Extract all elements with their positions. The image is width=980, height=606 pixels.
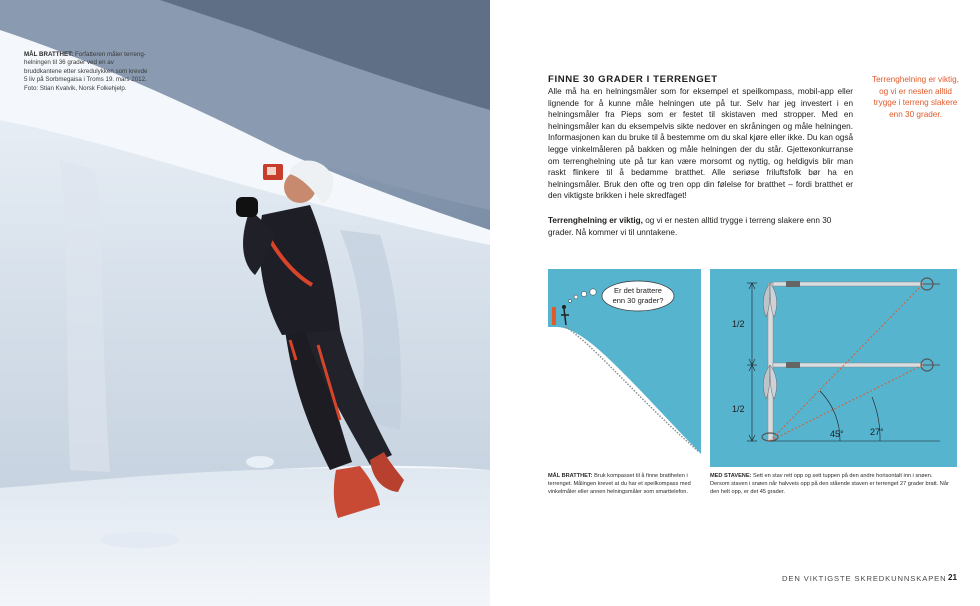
photo-caption-label: MÅL BRATTHET: [24,51,74,58]
bubble-line-2: enn 30 grader? [612,296,664,305]
page-number: 21 [948,573,958,582]
figure-poles [710,269,957,467]
body-paragraph-2-rest: og vi er nesten alltid trygge i terreng slakere enn 30 grader. Nå kommer vi til unntakene. [548,216,832,237]
half-label-top: 1/2 [732,319,745,329]
bubble-line-1: Er det brattere [614,286,662,295]
angle-45-label: 45° [830,429,844,439]
figure-poles-caption-label: MED STAVENE: [710,473,752,479]
figure-compass-drawing [548,269,701,467]
figure-poles-caption [710,473,950,496]
photo-caption-text: Forfatteren måler terreng-helningen til 36 grader ved en av bruddkantene etter skredulykken som krevde 5 liv på Sorbmegaisa i Troms 19. mars 2012. Foto: Stian Kvalvik, Norsk Folkehjelp. [24,51,148,92]
figure-compass-caption-text: Bruk kompasset til å finne brattheten i terrenget. Målingen krevet at du har et speilkompass med vinkelmåler eller annen helningsmåler som smarttelefon. [548,473,691,495]
section-heading: FINNE 30 GRADER I TERRENGET [548,74,718,85]
running-title: DEN VIKTIGSTE SKREDKUNNSKAPEN [782,574,947,583]
figure-poles-caption-text: Sett en stav rett opp og sett tuppen på den andre horisontalt inn i snøen. Dersom staven i snøen når halvveis opp på den stående staven er terrenget 27 grader bratt. Når den helt opp, er det 45 grader. [710,473,949,495]
body-paragraph-2 [548,215,853,238]
photo-caption [24,51,152,93]
figure-poles-drawing [710,269,957,467]
body-paragraph-2-bold: Terrenghelning er viktig, [548,216,643,225]
figure-compass-caption [548,473,703,496]
body-paragraph-1: Alle må ha en helningsmåler som for eksempel et speilkompass, mobil-app eller lignende for å kunne måle helningen ute på tur. Selv har jeg investert i en helningsmåler fra Pieps som er festet til skistaven med stropper. Med en helningsmåler kan du eksempelvis sikte nedover en skråningen og måle helningen. Informasjonen kan du bruke til å bestemme om du skal kjøre eller ikke. Du kan også legge vinkelmåleren på bakken og måle helningen der du står. Gjetteкonkurranse om terrenghelning ute på tur kan være morsomt og nyttig, og heldigvis blir man raskt flinkere til å bedømme bratthet. Alle seriøse friluftsfolk bør ha en helningsmåler. Bruk den ofte og tren opp din følelse for bratthet – fordi bratthet er den viktigste brikken i hele skredfaget! [548,87,853,201]
figure-compass [548,269,701,467]
angle-27-label: 27° [870,427,884,437]
figure-compass-caption-label: MÅL BRATTHET: [548,473,593,479]
pull-quote: Terrenghelning er viktig, og vi er nesten alltid trygge i terreng slakere enn 30 grader. [872,75,959,119]
half-label-bottom: 1/2 [732,404,745,414]
